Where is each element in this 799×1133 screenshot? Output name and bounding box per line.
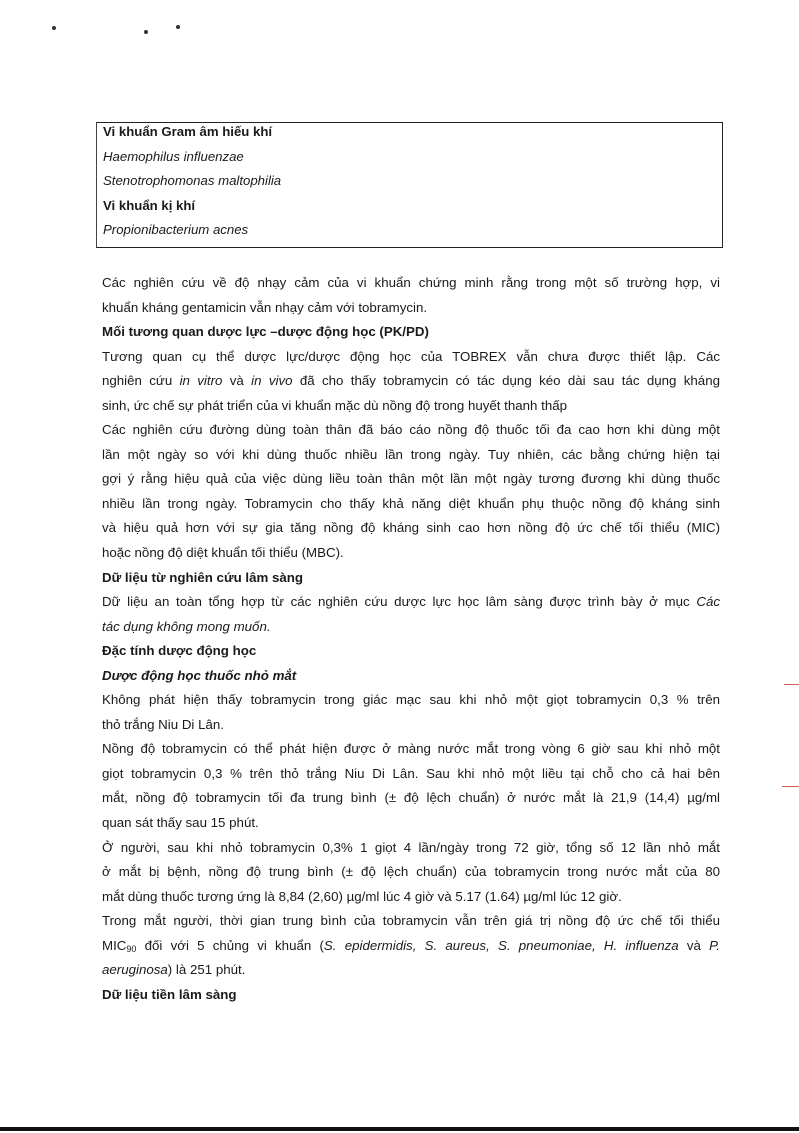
table-item: Stenotrophomonas maltophilia bbox=[103, 173, 282, 188]
text-line: Các nghiên cứu đường dùng toàn thân đã báo cáo nồng độ thuốc tối đa cao hơn khi dùng một bbox=[102, 422, 720, 438]
table-item: Propionibacterium acnes bbox=[103, 222, 249, 237]
text-span: ) là 251 phút. bbox=[167, 962, 246, 978]
subsection-heading-ophthalmic-pk: Dược động học thuốc nhỏ mắt bbox=[102, 667, 297, 683]
section-heading-preclinical: Dữ liệu tiền lâm sàng bbox=[102, 986, 237, 1002]
table-item: Haemophilus influenzae bbox=[103, 148, 244, 164]
text-line: và hiệu quả hơn với sự gia tăng nồng độ kháng sinh cao hơn nồng độ ức chế tối thiểu (MIC) bbox=[102, 520, 720, 536]
text-line: Tương quan cụ thể dược lực/dược động học của TOBREX vẫn chưa được thiết lập. Các bbox=[102, 348, 720, 364]
text-line: Không phát hiện thấy tobramycin trong giác mạc sau khi nhỏ một giọt tobramycin 0,3 % trên bbox=[102, 692, 720, 708]
text-line: gợi ý rằng hiệu quả của việc dùng liều toàn thân một lần một ngày tương đương khi dùng thuốc bbox=[102, 471, 720, 487]
section-heading-pharmacokinetics: Đặc tính dược động học bbox=[102, 643, 257, 659]
bottom-border bbox=[0, 1127, 799, 1131]
text-line: quan sát thấy sau 15 phút. bbox=[102, 815, 259, 831]
section-heading-clinical-data: Dữ liệu từ nghiên cứu lâm sàng bbox=[102, 569, 304, 585]
text-line: giọt tobramycin 0,3 % trên thỏ trắng Niu Di Lân. Sau khi nhỏ một liều tại chỗ cho cả hai bên bbox=[102, 765, 720, 781]
text-span: aeruginosa bbox=[102, 962, 168, 978]
text-line: ở mắt bị bệnh, nồng độ trung bình (± độ lệch chuẩn) của tobramycin trong nước mắt của 80 bbox=[102, 864, 720, 880]
text-span: in vitro bbox=[179, 373, 223, 389]
text-line: Trong mắt người, thời gian trung bình của tobramycin vẫn trên giá trị nồng độ ức chế tối thiểu bbox=[102, 913, 720, 929]
bacteria-table bbox=[96, 122, 723, 248]
text-line: tác dụng không mong muốn. bbox=[102, 618, 271, 634]
text-line bbox=[102, 934, 720, 959]
text-line: sinh, ức chế sự phát triển của vi khuẩn mặc dù nồng độ trong huyết thanh thấp bbox=[102, 397, 568, 413]
text-span: nghiên cứu bbox=[102, 373, 180, 389]
text-line: khuẩn kháng gentamicin vẫn nhạy cảm với tobramycin. bbox=[102, 299, 428, 315]
text-line: Các nghiên cứu về độ nhạy cảm của vi khuẩn chứng minh rằng trong một số trường hợp, vi bbox=[102, 275, 720, 290]
document-body bbox=[102, 271, 720, 1007]
stamp-fragment bbox=[784, 684, 799, 695]
text-span: Dữ liệu an toàn tổng hợp từ các nghiên cứu dược lực học lâm sàng được trình bày ở mục bbox=[102, 594, 697, 610]
scan-speck bbox=[144, 30, 148, 34]
section-heading-pkpd: Mối tương quan dược lực –dược động học (PK/PD) bbox=[102, 324, 429, 340]
text-span: S. epidermidis, S. aureus, S. pneumoniae, H. influenza bbox=[323, 937, 679, 953]
stamp-fragment bbox=[782, 786, 799, 795]
text-span: Các bbox=[696, 594, 720, 610]
text-line: mắt dùng thuốc tương ứng là 8,84 (2,60) µg/ml lúc 4 giờ và 5.17 (1.64) µg/ml lúc 12 giờ. bbox=[102, 888, 622, 904]
text-line: Nồng độ tobramycin có thể phát hiện được ở màng nước mắt trong vòng 6 giờ sau khi nhỏ một bbox=[102, 741, 720, 757]
subscript: 90 bbox=[126, 943, 137, 954]
text-span: và bbox=[678, 937, 710, 953]
text-line: nhiều lần trong ngày. Tobramycin cho thấy khả năng diệt khuẩn phụ thuộc nồng độ kháng sinh bbox=[102, 495, 720, 511]
text-span: P. bbox=[709, 937, 720, 953]
text-line: hoặc nồng độ diệt khuẩn tối thiểu (MBC). bbox=[102, 545, 344, 561]
text-span: và bbox=[222, 373, 252, 389]
table-heading-gram-negative: Vi khuẩn Gram âm hiếu khí bbox=[103, 124, 273, 139]
text-line bbox=[102, 958, 720, 983]
text-span: in vivo bbox=[251, 373, 293, 389]
text-span: MIC bbox=[102, 937, 127, 953]
text-line: thỏ trắng Niu Di Lân. bbox=[102, 716, 224, 732]
text-line: Ở người, sau khi nhỏ tobramycin 0,3% 1 giọt 4 lần/ngày trong 72 giờ, tổng số 12 lần nhỏ mắt bbox=[102, 839, 720, 855]
text-span: đã cho thấy tobramycin có tác dụng kéo dài sau tác dụng kháng bbox=[292, 373, 720, 389]
text-line: lần một ngày so với khi dùng thuốc nhiều lần trong ngày. Tuy nhiên, các bằng chứng hiện tại bbox=[102, 446, 720, 462]
text-line bbox=[102, 369, 720, 394]
text-line bbox=[102, 590, 720, 615]
text-line: mắt, nồng độ tobramycin tối đa trung bình (± độ lệch chuẩn) ở nước mắt là 21,9 (14,4) µg/ml bbox=[102, 790, 720, 806]
scan-speck bbox=[176, 25, 180, 29]
text-span: đối với 5 chủng vi khuẩn ( bbox=[136, 937, 324, 953]
scan-speck bbox=[52, 26, 56, 30]
table-heading-anaerobic: Vi khuẩn kị khí bbox=[103, 197, 196, 213]
